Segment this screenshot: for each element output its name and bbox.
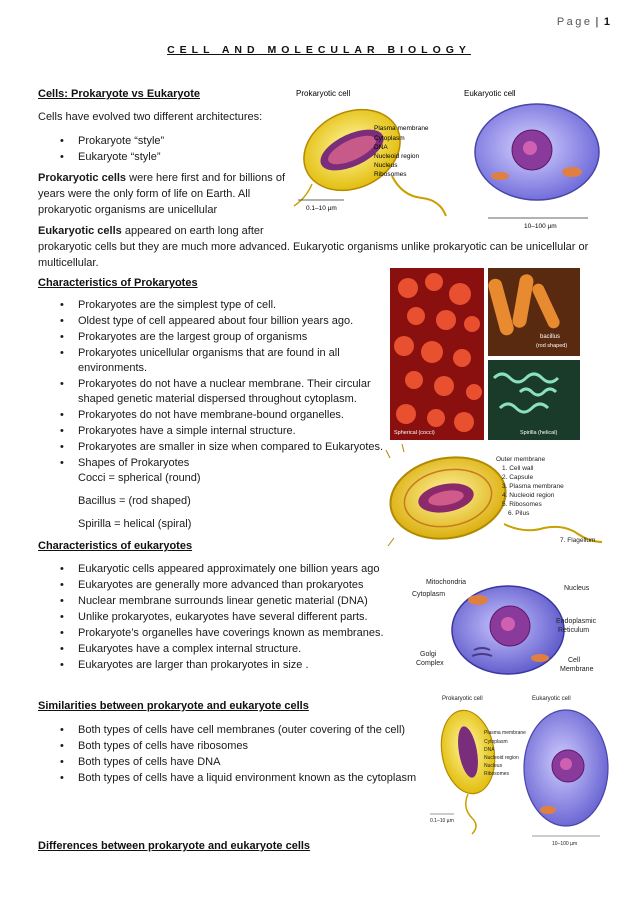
page-header: Page | 1 <box>556 16 610 28</box>
list-item: • Prokaryotes do not have a nuclear membrane. Their circular shaped genetic material dispersed throughout cytoplasm. <box>38 377 388 407</box>
list-item: • Prokaryotes have a simple internal structure. <box>38 424 388 439</box>
list-item: • Prokaryotes unicellular organisms that are found in all environments. <box>38 346 388 376</box>
cell-comparison-figure <box>292 84 618 234</box>
eukaryotes-list <box>38 562 408 674</box>
flagellum <box>466 794 476 834</box>
list-item: • Unlike prokaryotes, eukaryotes have several different parts. <box>38 610 408 625</box>
svg-text:Outer membrane: Outer membrane <box>496 456 546 463</box>
bacterium-structure-figure <box>384 444 618 556</box>
list-item: • Prokaryote’s organelles have coverings known as membranes. <box>38 626 408 641</box>
eukaryotic-term: Eukaryotic cells <box>38 225 122 237</box>
small-cell-comparison-figure <box>428 690 618 850</box>
euk-title: Eukaryotic cell <box>464 89 516 98</box>
svg-text:Nucleus: Nucleus <box>564 585 590 592</box>
prok-title: Prokaryotic cell <box>442 696 483 702</box>
spherical-caption: Spherical (cocci) <box>394 430 435 436</box>
list-item: • Oldest type of cell appeared about four billion years ago. <box>38 314 388 329</box>
list-item: • Both types of cells have ribosomes <box>38 739 428 754</box>
similarities-heading: Similarities between prokaryote and eukaryote cells <box>38 700 309 712</box>
euk-scale: 10–100 µm <box>552 841 578 847</box>
list-item: • Prokaryotes do not have membrane-bound organelles. <box>38 408 388 423</box>
svg-text:Nucleus: Nucleus <box>374 162 398 169</box>
list-item: • Eukaryotes are larger than prokaryotes in size . <box>38 658 408 673</box>
svg-text:6. Pilus: 6. Pilus <box>508 510 530 517</box>
svg-text:Nucleoid region: Nucleoid region <box>484 755 519 761</box>
bacteria-photos <box>390 268 580 440</box>
list-item: • Eukaryotic cells appeared approximately one billion years ago <box>38 562 408 577</box>
styles-list <box>38 134 298 166</box>
prokaryotes-list <box>38 298 388 472</box>
intro-heading: Cells: Prokaryote vs Eukaryote <box>38 88 201 100</box>
list-item: • Eukaryotes have a complex internal structure. <box>38 642 408 657</box>
list-item: • Eukaryotes are generally more advanced than prokaryotes <box>38 578 408 593</box>
euk-scale: 10–100 µm <box>524 223 557 230</box>
flagellum <box>392 176 446 216</box>
prok-scale: 0.1–10 µm <box>306 205 337 212</box>
eukaryotic-cell-figure <box>408 570 618 680</box>
svg-text:Cytoplasm: Cytoplasm <box>484 739 508 745</box>
svg-text:DNA: DNA <box>374 144 388 151</box>
svg-text:3. Plasma membrane: 3. Plasma membrane <box>502 483 564 490</box>
list-item: • Nuclear membrane surrounds linear genetic material (DNA) <box>38 594 408 609</box>
list-item: • Prokaryotes are the simplest type of cell. <box>38 298 388 313</box>
eukaryotic-paragraph: Eukaryotic cells appeared on earth long after prokaryotic cells but they are much more advanced. Eukaryotic organisms unlike prokaryotic can be unicellular or multicellular. <box>38 225 589 269</box>
list-item: • Prokaryotes are the largest group of organisms <box>38 330 388 345</box>
shape-bacillus: Bacillus = (rod shaped) <box>78 495 191 507</box>
svg-text:DNA: DNA <box>484 747 495 753</box>
differences-heading: Differences between prokaryote and eukaryote cells <box>38 840 311 852</box>
svg-text:Cell: Cell <box>568 657 581 664</box>
list-item: • Both types of cells have DNA <box>38 755 428 770</box>
figure2-labels <box>496 456 595 544</box>
svg-text:Membrane: Membrane <box>560 666 594 673</box>
intro-sentence: Cells have evolved two different architectures: <box>38 111 263 123</box>
prokaryotic-term: Prokaryotic cells <box>38 172 127 184</box>
svg-text:1. Cell wall: 1. Cell wall <box>502 465 534 472</box>
svg-text:Ribosomes: Ribosomes <box>484 771 510 777</box>
list-item: • Eukaryote “style” <box>38 150 298 165</box>
bacillus-caption: bacillus <box>540 334 561 340</box>
prok-title: Prokaryotic cell <box>296 89 351 98</box>
svg-text:Golgi: Golgi <box>420 651 437 658</box>
svg-text:4. Nucleoid region: 4. Nucleoid region <box>502 492 555 499</box>
prokaryotic-paragraph: Prokaryotic cells were here first and for billions of years were the only form of life on Earth. All prokaryotic organisms are unicellular <box>38 172 286 216</box>
prok-scale: 0.1–10 µm <box>430 818 454 824</box>
euk-title: Eukaryotic cell <box>532 696 571 702</box>
mitochondria <box>468 595 488 605</box>
svg-text:7. Flagellum: 7. Flagellum <box>560 537 596 544</box>
document-title: CELL AND MOLECULAR BIOLOGY <box>167 44 471 56</box>
svg-text:Nucleus: Nucleus <box>484 763 503 769</box>
page-word: Page <box>556 16 593 28</box>
svg-text:Cytoplasm: Cytoplasm <box>412 591 446 598</box>
svg-text:Plasma membrane: Plasma membrane <box>374 125 429 132</box>
spirilla-caption: Spirilla (helical) <box>520 430 558 436</box>
shape-cocci: Cocci = spherical (round) <box>78 472 201 484</box>
svg-text:Mitochondria: Mitochondria <box>426 579 467 586</box>
eukaryotes-heading: Characteristics of eukaryotes <box>38 540 193 552</box>
similarities-list <box>38 723 428 787</box>
svg-text:Nucleoid region: Nucleoid region <box>374 153 420 160</box>
bacillus-subcaption: (rod shaped) <box>536 343 568 349</box>
svg-text:2. Capsule: 2. Capsule <box>502 474 534 481</box>
svg-text:Endoplasmic: Endoplasmic <box>556 618 597 625</box>
svg-text:Cytoplasm: Cytoplasm <box>374 135 405 142</box>
list-item: • Prokaryote “style” <box>38 134 298 149</box>
list-item: • Prokaryotes are smaller in size when compared to Eukaryotes. <box>38 440 388 455</box>
svg-text:Reticulum: Reticulum <box>558 627 590 634</box>
spirilla-photo <box>488 360 580 440</box>
svg-text:Ribosomes: Ribosomes <box>374 171 407 178</box>
svg-text:Plasma membrane: Plasma membrane <box>484 730 526 736</box>
list-item: • Shapes of Prokaryotes <box>38 456 388 471</box>
page-number: 1 <box>603 16 610 28</box>
list-item: • Both types of cells have cell membranes (outer covering of the cell) <box>38 723 428 738</box>
list-item: • Both types of cells have a liquid environment known as the cytoplasm <box>38 771 428 786</box>
svg-text:5. Ribosomes: 5. Ribosomes <box>502 501 542 508</box>
prokaryotes-heading: Characteristics of Prokaryotes <box>38 277 198 289</box>
svg-text:Complex: Complex <box>416 660 444 667</box>
shape-spirilla: Spirilla = helical (spiral) <box>78 518 192 530</box>
